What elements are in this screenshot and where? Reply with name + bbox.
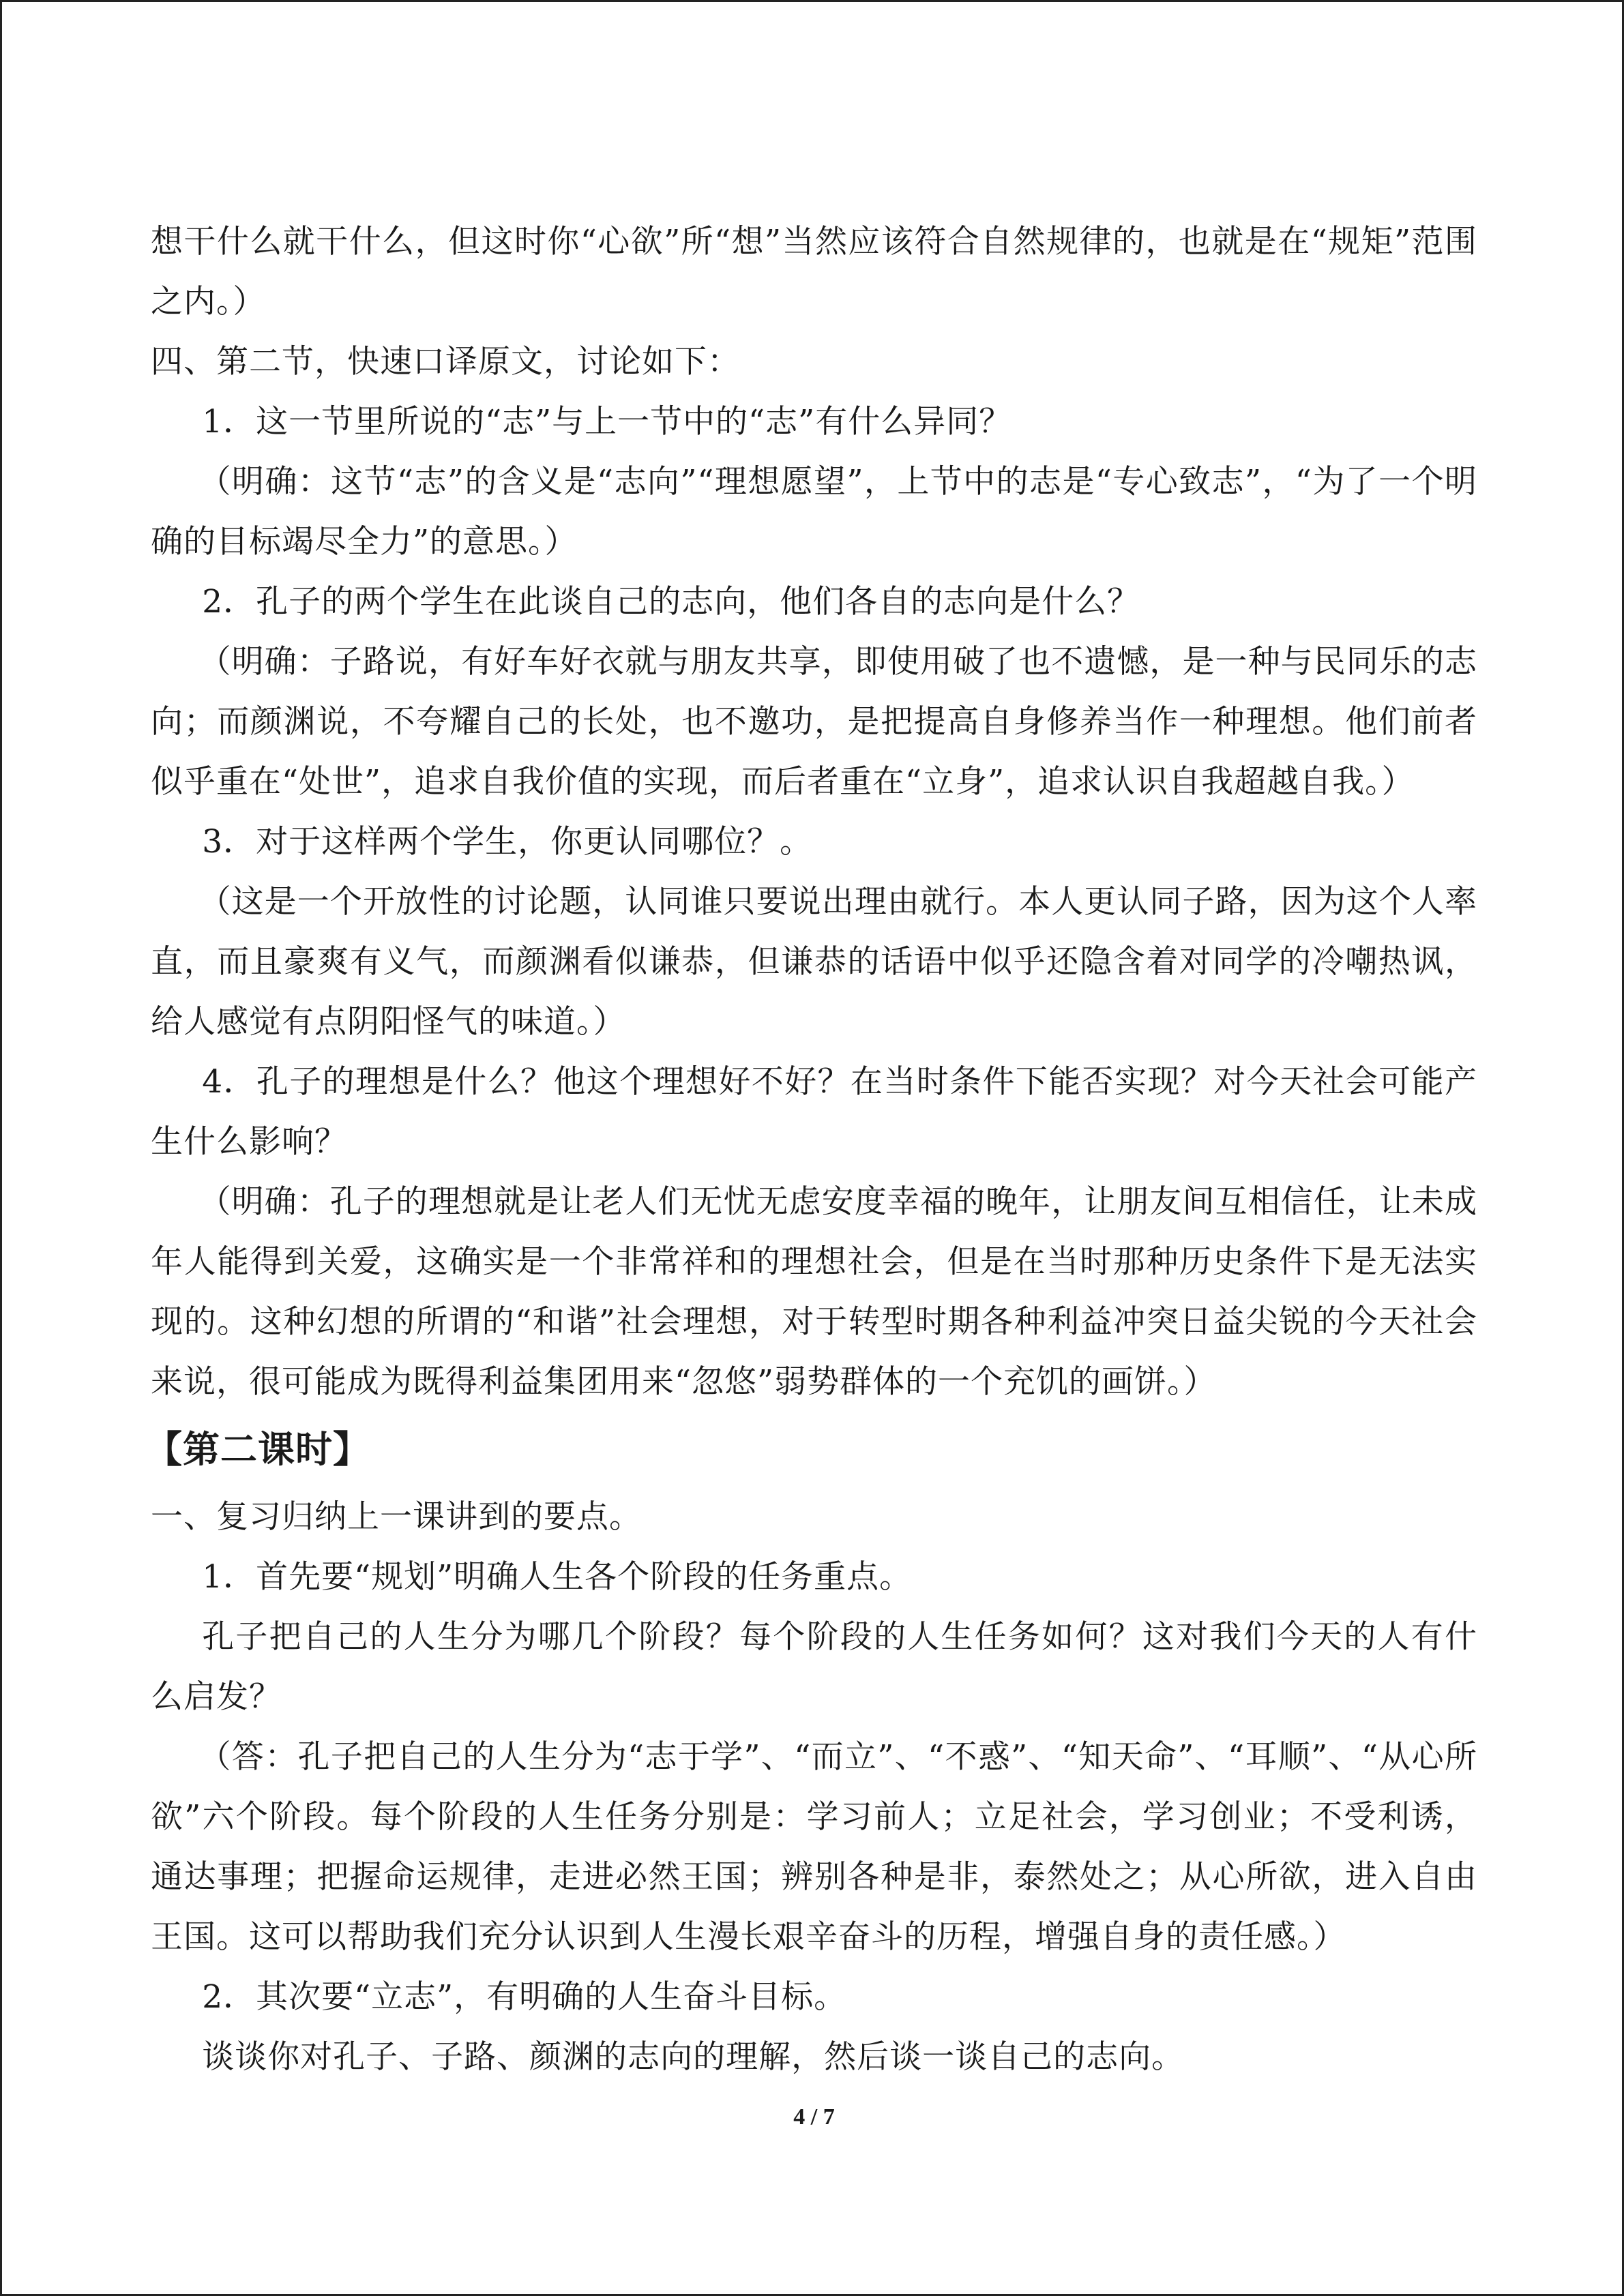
- point-1-question: 孔子把自己的人生分为哪几个阶段？每个阶段的人生任务如何？这对我们今天的人有什么启发？: [151, 1618, 1477, 1716]
- point-2: 2．其次要“立志”，有明确的人生奋斗目标。: [202, 1978, 847, 2016]
- point-1-answer: （答：孔子把自己的人生分为“志于学”、“而立”、“不惑”、“知天命”、“耳顺”、“从心所欲”六个阶段。每个阶段的人生任务分别是：学习前人；立足社会，学习创业；不受利诱，通达事理；把握命运规律，走进必然王国；辨别各种是非，泰然处之；从心所欲，进入自由王国。这可以帮助我们充分认识到人生漫长艰辛奋斗的历程，增强自身的责任感。）: [151, 1738, 1477, 1956]
- point-2-prompt: 谈谈你对孔子、子路、颜渊的志向的理解，然后谈一谈自己的志向。: [202, 2038, 1185, 2076]
- section-heading-1: 一、复习归纳上一课讲到的要点。: [151, 1498, 642, 1536]
- paragraph-continuation: 想干什么就干什么，但这时你“心欲”所“想”当然应该符合自然规律的，也就是在“规矩”范围之内。）: [151, 223, 1477, 320]
- lesson-heading: 【第二课时】: [145, 1428, 370, 1471]
- point-1: 1．首先要“规划”明确人生各个阶段的任务重点。: [202, 1558, 913, 1596]
- question-1: 1．这一节里所说的“志”与上一节中的“志”有什么异同？: [202, 403, 1012, 441]
- answer-3: （这是一个开放性的讨论题，认同谁只要说出理由就行。本人更认同子路，因为这个人率直，而且豪爽有义气，而颜渊看似谦恭，但谦恭的话语中似乎还隐含着对同学的冷嘲热讽，给人感觉有点阴阳怪气的味道。）: [151, 883, 1477, 1041]
- question-4: 4．孔子的理想是什么？他这个理想好不好？在当时条件下能否实现？对今天社会可能产生什么影响？: [151, 1063, 1477, 1161]
- question-2: 2．孔子的两个学生在此谈自己的志向，他们各自的志向是什么？: [202, 583, 1140, 621]
- section-heading-4: 四、第二节，快速口译原文，讨论如下：: [151, 343, 740, 381]
- document-body: [145, 212, 1477, 2087]
- answer-1: （明确：这节“志”的含义是“志向”“理想愿望”，上节中的志是“专心致志”，“为了一个明确的目标竭尽全力”的意思。）: [151, 463, 1477, 561]
- question-3: 3．对于这样两个学生，你更认同哪位？。: [202, 823, 813, 861]
- answer-2: （明确：子路说，有好车好衣就与朋友共享，即使用破了也不遗憾，是一种与民同乐的志向；而颜渊说，不夸耀自己的长处，也不邀功，是把提高自身修养当作一种理想。他们前者似乎重在“处世”，追求自我价值的实现，而后者重在“立身”，追求认识自我超越自我。）: [151, 643, 1477, 801]
- answer-4: （明确：孔子的理想就是让老人们无忧无虑安度幸福的晚年，让朋友间互相信任，让未成年人能得到关爱，这确实是一个非常祥和的理想社会，但是在当时那种历史条件下是无法实现的。这种幻想的所谓的“和谐”社会理想，对于转型时期各种利益冲突日益尖锐的今天社会来说，很可能成为既得利益集团用来“忽悠”弱势群体的一个充饥的画饼。）: [151, 1183, 1477, 1401]
- page-number: 4 / 7: [793, 2104, 835, 2130]
